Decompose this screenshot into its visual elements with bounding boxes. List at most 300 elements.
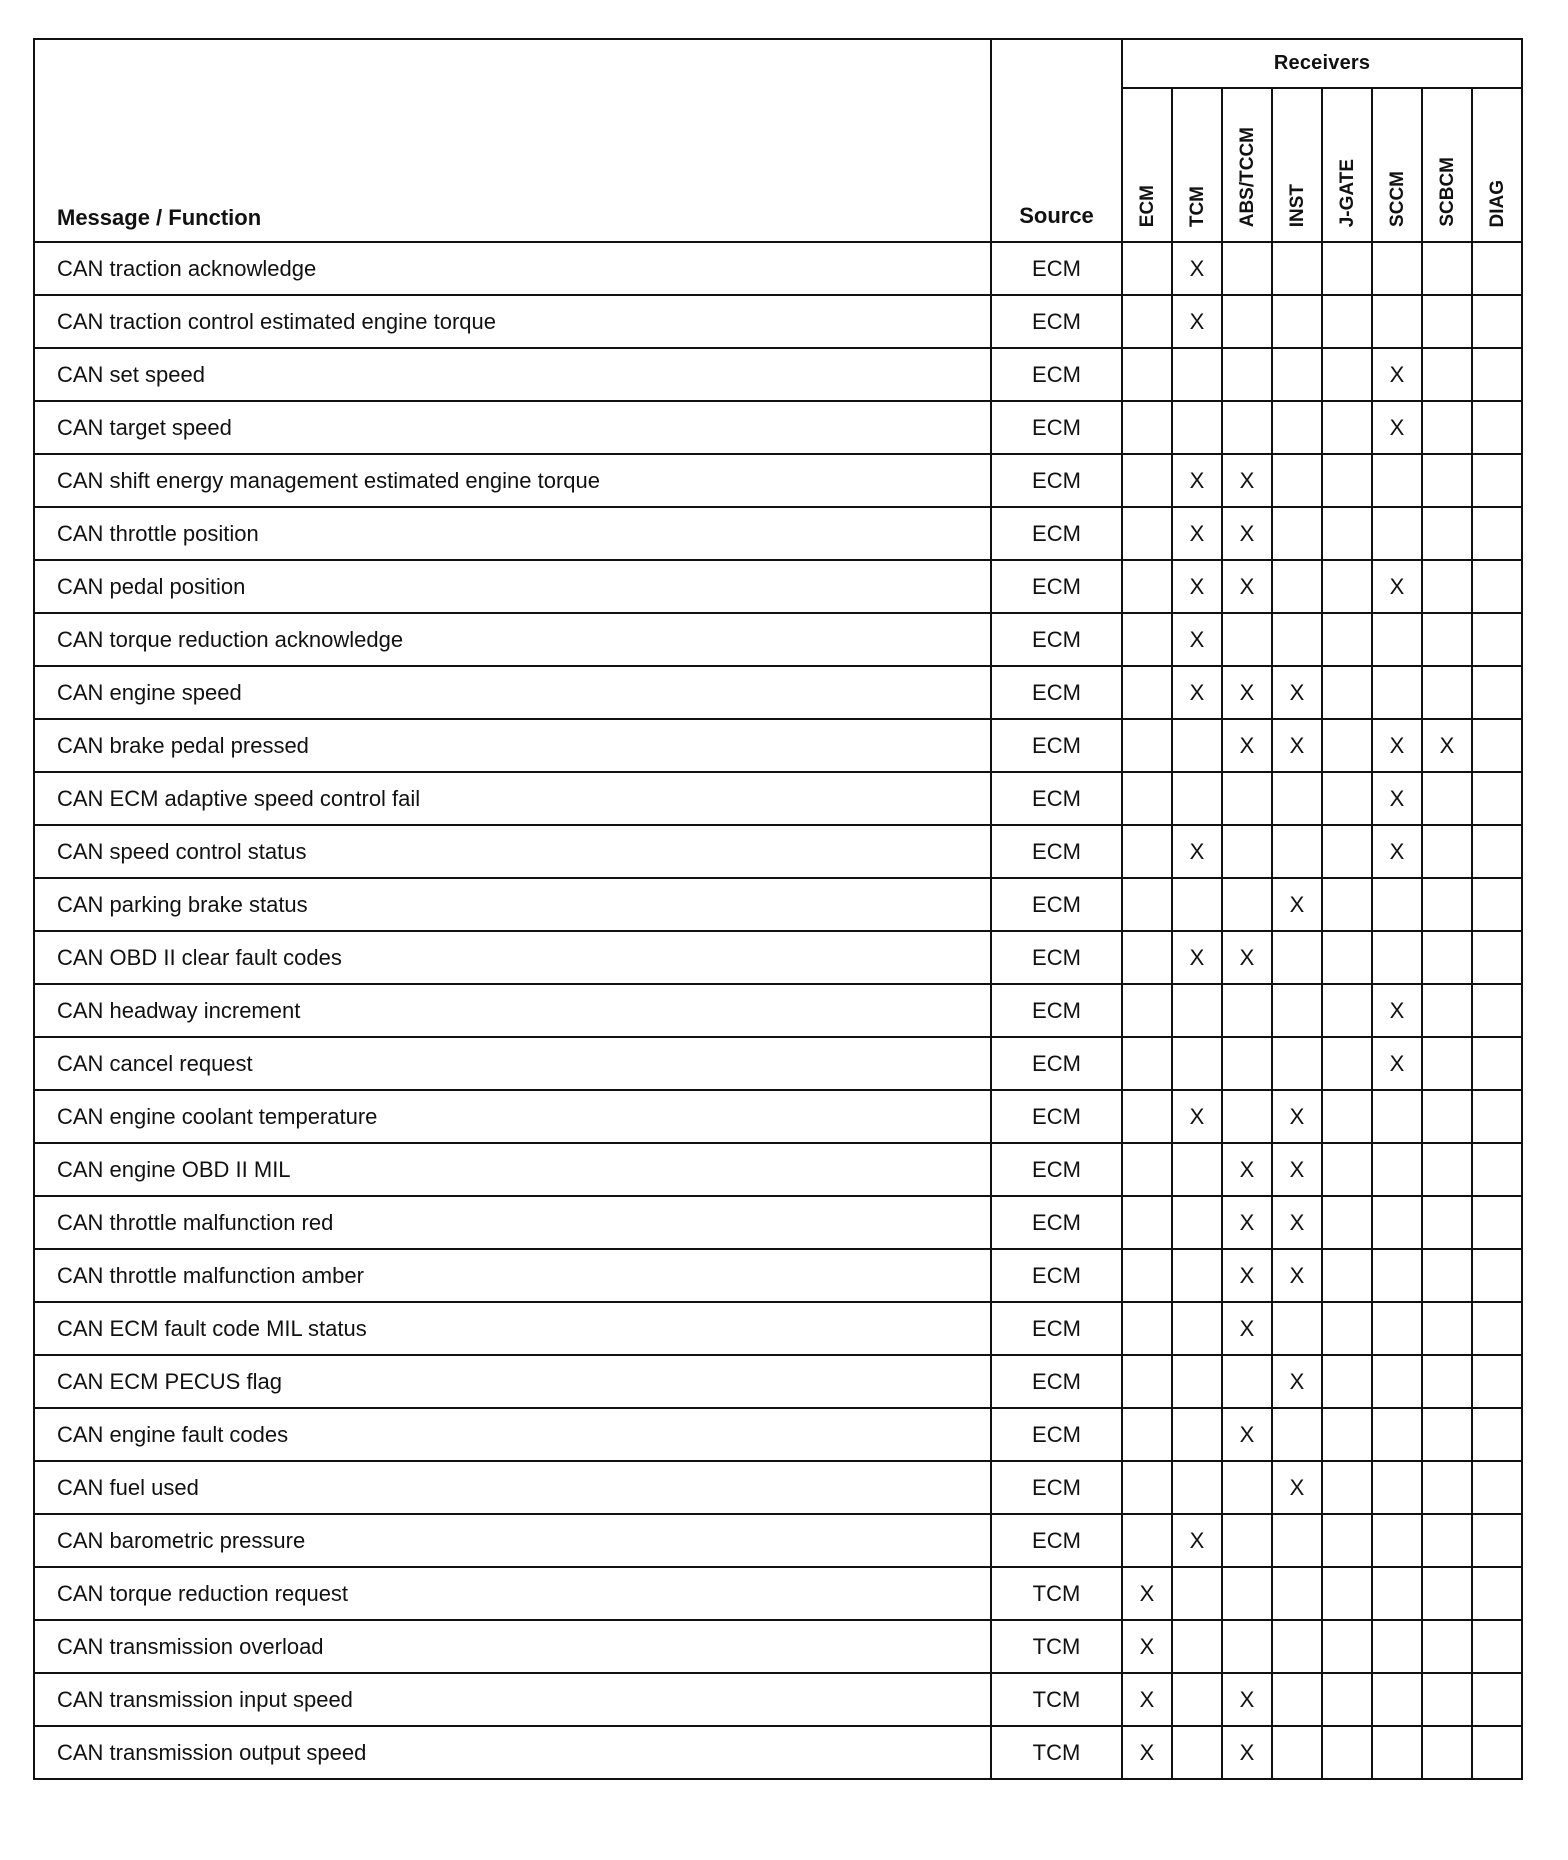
receiver-cell-sccm xyxy=(1372,454,1422,507)
table-row xyxy=(34,1408,1522,1461)
source-cell: ECM xyxy=(991,1090,1122,1143)
receiver-cell-j-gate xyxy=(1322,1673,1372,1726)
table-row xyxy=(34,931,1522,984)
receiver-cell-abs-tccm xyxy=(1222,1090,1272,1143)
receiver-cell-ecm xyxy=(1122,666,1172,719)
receiver-cell-sccm xyxy=(1372,1302,1422,1355)
receiver-cell-abs-tccm: X xyxy=(1222,1196,1272,1249)
receiver-header-label: TCM xyxy=(1186,185,1208,227)
receiver-cell-inst xyxy=(1272,560,1322,613)
source-cell: ECM xyxy=(991,295,1122,348)
receiver-cell-j-gate xyxy=(1322,401,1372,454)
source-cell: ECM xyxy=(991,1249,1122,1302)
receiver-cell-ecm xyxy=(1122,1249,1172,1302)
source-cell: ECM xyxy=(991,560,1122,613)
receiver-cell-j-gate xyxy=(1322,1302,1372,1355)
receiver-cell-scbcm xyxy=(1422,1726,1472,1779)
receiver-cell-abs-tccm: X xyxy=(1222,666,1272,719)
table-row xyxy=(34,1249,1522,1302)
receiver-cell-scbcm xyxy=(1422,1090,1472,1143)
receiver-cell-ecm xyxy=(1122,1090,1172,1143)
receiver-header-sccm xyxy=(1372,88,1422,242)
receiver-cell-tcm: X xyxy=(1172,295,1222,348)
table-row xyxy=(34,1302,1522,1355)
receiver-cell-tcm xyxy=(1172,878,1222,931)
message-function-cell: CAN traction acknowledge xyxy=(34,242,991,295)
message-function-cell: CAN shift energy management estimated engine torque xyxy=(34,454,991,507)
receiver-cell-sccm: X xyxy=(1372,984,1422,1037)
message-function-cell: CAN throttle position xyxy=(34,507,991,560)
receiver-cell-tcm xyxy=(1172,1037,1222,1090)
source-cell: ECM xyxy=(991,1514,1122,1567)
receiver-header-label: INST xyxy=(1286,183,1308,227)
receiver-cell-j-gate xyxy=(1322,878,1372,931)
receiver-cell-sccm xyxy=(1372,1726,1422,1779)
receiver-cell-diag xyxy=(1472,1090,1522,1143)
table-row xyxy=(34,1355,1522,1408)
receiver-cell-abs-tccm xyxy=(1222,825,1272,878)
receiver-cell-sccm: X xyxy=(1372,772,1422,825)
receiver-cell-inst xyxy=(1272,931,1322,984)
table-row xyxy=(34,1196,1522,1249)
receiver-cell-ecm xyxy=(1122,242,1172,295)
receiver-cell-sccm xyxy=(1372,1355,1422,1408)
receiver-cell-inst xyxy=(1272,1620,1322,1673)
receiver-cell-tcm: X xyxy=(1172,242,1222,295)
receiver-cell-j-gate xyxy=(1322,1620,1372,1673)
receiver-cell-sccm xyxy=(1372,507,1422,560)
receiver-cell-inst xyxy=(1272,295,1322,348)
receiver-cell-sccm xyxy=(1372,1673,1422,1726)
receiver-cell-ecm xyxy=(1122,507,1172,560)
receiver-header-j-gate xyxy=(1322,88,1372,242)
receiver-cell-j-gate xyxy=(1322,1037,1372,1090)
message-function-cell: CAN engine speed xyxy=(34,666,991,719)
receiver-cell-abs-tccm: X xyxy=(1222,1249,1272,1302)
source-cell: TCM xyxy=(991,1673,1122,1726)
source-cell: ECM xyxy=(991,613,1122,666)
source-cell: ECM xyxy=(991,931,1122,984)
receiver-cell-sccm: X xyxy=(1372,560,1422,613)
receiver-cell-sccm: X xyxy=(1372,1037,1422,1090)
receiver-cell-abs-tccm xyxy=(1222,242,1272,295)
receiver-cell-j-gate xyxy=(1322,984,1372,1037)
receiver-cell-ecm xyxy=(1122,348,1172,401)
table-row xyxy=(34,613,1522,666)
receiver-cell-scbcm xyxy=(1422,295,1472,348)
receiver-cell-ecm xyxy=(1122,454,1172,507)
receiver-header-abs-tccm xyxy=(1222,88,1272,242)
receiver-cell-ecm: X xyxy=(1122,1567,1172,1620)
receiver-cell-abs-tccm xyxy=(1222,1514,1272,1567)
receiver-cell-tcm: X xyxy=(1172,666,1222,719)
receiver-cell-sccm xyxy=(1372,295,1422,348)
receiver-cell-tcm xyxy=(1172,719,1222,772)
receiver-cell-sccm xyxy=(1372,1408,1422,1461)
receiver-cell-j-gate xyxy=(1322,242,1372,295)
receiver-cell-diag xyxy=(1472,1514,1522,1567)
receiver-cell-tcm: X xyxy=(1172,1514,1222,1567)
receiver-cell-ecm xyxy=(1122,1461,1172,1514)
receiver-cell-tcm xyxy=(1172,772,1222,825)
source-cell: ECM xyxy=(991,1196,1122,1249)
source-cell: TCM xyxy=(991,1620,1122,1673)
message-function-cell: CAN throttle malfunction red xyxy=(34,1196,991,1249)
table-row xyxy=(34,1726,1522,1779)
receiver-cell-diag xyxy=(1472,666,1522,719)
receiver-cell-diag xyxy=(1472,1620,1522,1673)
table-row xyxy=(34,1514,1522,1567)
message-function-cell: CAN brake pedal pressed xyxy=(34,719,991,772)
message-function-cell: CAN ECM adaptive speed control fail xyxy=(34,772,991,825)
receiver-cell-scbcm xyxy=(1422,1249,1472,1302)
receiver-cell-tcm: X xyxy=(1172,454,1222,507)
receiver-cell-j-gate xyxy=(1322,1567,1372,1620)
source-cell: ECM xyxy=(991,401,1122,454)
receiver-cell-diag xyxy=(1472,772,1522,825)
source-cell: ECM xyxy=(991,878,1122,931)
receiver-cell-inst xyxy=(1272,507,1322,560)
message-function-cell: CAN engine coolant temperature xyxy=(34,1090,991,1143)
table-row xyxy=(34,454,1522,507)
receiver-cell-ecm xyxy=(1122,878,1172,931)
message-function-cell: CAN ECM PECUS flag xyxy=(34,1355,991,1408)
receiver-cell-inst xyxy=(1272,772,1322,825)
receiver-cell-ecm: X xyxy=(1122,1726,1172,1779)
receiver-cell-diag xyxy=(1472,1249,1522,1302)
message-function-cell: CAN engine OBD II MIL xyxy=(34,1143,991,1196)
message-function-cell: CAN traction control estimated engine torque xyxy=(34,295,991,348)
receiver-cell-ecm xyxy=(1122,560,1172,613)
receiver-cell-diag xyxy=(1472,507,1522,560)
receiver-cell-scbcm xyxy=(1422,772,1472,825)
receiver-cell-sccm xyxy=(1372,1249,1422,1302)
receiver-cell-sccm xyxy=(1372,931,1422,984)
receiver-cell-ecm xyxy=(1122,295,1172,348)
source-cell: ECM xyxy=(991,984,1122,1037)
receiver-cell-abs-tccm xyxy=(1222,1567,1272,1620)
receiver-header-label: J-GATE xyxy=(1336,158,1358,227)
message-function-cell: CAN pedal position xyxy=(34,560,991,613)
receiver-cell-sccm xyxy=(1372,1567,1422,1620)
receiver-cell-diag xyxy=(1472,1726,1522,1779)
message-function-cell: CAN set speed xyxy=(34,348,991,401)
receiver-cell-inst: X xyxy=(1272,1143,1322,1196)
receiver-cell-sccm xyxy=(1372,1620,1422,1673)
table-row xyxy=(34,719,1522,772)
receiver-cell-j-gate xyxy=(1322,931,1372,984)
receiver-cell-scbcm xyxy=(1422,1302,1472,1355)
receiver-cell-inst xyxy=(1272,242,1322,295)
receiver-cell-abs-tccm: X xyxy=(1222,1673,1272,1726)
table-row xyxy=(34,1567,1522,1620)
receiver-cell-sccm: X xyxy=(1372,825,1422,878)
table-row xyxy=(34,1037,1522,1090)
receiver-header-tcm xyxy=(1172,88,1222,242)
receiver-cell-inst xyxy=(1272,1408,1322,1461)
table-row xyxy=(34,666,1522,719)
receiver-cell-sccm xyxy=(1372,242,1422,295)
receiver-cell-sccm xyxy=(1372,1514,1422,1567)
receiver-cell-tcm xyxy=(1172,1726,1222,1779)
receiver-cell-diag xyxy=(1472,613,1522,666)
receiver-cell-ecm xyxy=(1122,1037,1172,1090)
receiver-cell-j-gate xyxy=(1322,772,1372,825)
receiver-cell-diag xyxy=(1472,1355,1522,1408)
receiver-cell-inst xyxy=(1272,984,1322,1037)
source-cell: ECM xyxy=(991,772,1122,825)
receiver-cell-scbcm xyxy=(1422,348,1472,401)
header-message-function: Message / Function xyxy=(34,39,991,242)
table-row xyxy=(34,825,1522,878)
receiver-cell-ecm: X xyxy=(1122,1620,1172,1673)
receiver-cell-scbcm xyxy=(1422,401,1472,454)
receiver-cell-diag xyxy=(1472,401,1522,454)
receiver-cell-diag xyxy=(1472,348,1522,401)
receiver-cell-diag xyxy=(1472,1302,1522,1355)
receiver-cell-inst xyxy=(1272,1037,1322,1090)
source-cell: ECM xyxy=(991,1461,1122,1514)
receiver-cell-diag xyxy=(1472,1567,1522,1620)
table-row xyxy=(34,1620,1522,1673)
receiver-cell-scbcm xyxy=(1422,878,1472,931)
receiver-cell-sccm: X xyxy=(1372,401,1422,454)
receiver-cell-inst: X xyxy=(1272,1090,1322,1143)
receiver-cell-ecm xyxy=(1122,984,1172,1037)
receiver-cell-j-gate xyxy=(1322,454,1372,507)
receiver-cell-sccm xyxy=(1372,666,1422,719)
receiver-cell-diag xyxy=(1472,242,1522,295)
message-function-cell: CAN target speed xyxy=(34,401,991,454)
receiver-cell-scbcm xyxy=(1422,242,1472,295)
receiver-cell-j-gate xyxy=(1322,1514,1372,1567)
message-function-cell: CAN OBD II clear fault codes xyxy=(34,931,991,984)
message-function-cell: CAN engine fault codes xyxy=(34,1408,991,1461)
receiver-cell-abs-tccm xyxy=(1222,1461,1272,1514)
message-function-cell: CAN fuel used xyxy=(34,1461,991,1514)
receiver-cell-abs-tccm: X xyxy=(1222,1408,1272,1461)
receiver-cell-scbcm xyxy=(1422,613,1472,666)
receiver-cell-sccm xyxy=(1372,1196,1422,1249)
receiver-cell-j-gate xyxy=(1322,1196,1372,1249)
receiver-cell-tcm xyxy=(1172,1673,1222,1726)
receiver-cell-j-gate xyxy=(1322,507,1372,560)
receiver-cell-scbcm xyxy=(1422,560,1472,613)
message-function-cell: CAN speed control status xyxy=(34,825,991,878)
receiver-cell-ecm xyxy=(1122,613,1172,666)
receiver-cell-tcm xyxy=(1172,1143,1222,1196)
receiver-cell-j-gate xyxy=(1322,1408,1372,1461)
receiver-cell-abs-tccm xyxy=(1222,772,1272,825)
receiver-cell-j-gate xyxy=(1322,666,1372,719)
source-cell: TCM xyxy=(991,1567,1122,1620)
receiver-cell-diag xyxy=(1472,984,1522,1037)
source-cell: ECM xyxy=(991,666,1122,719)
receiver-cell-scbcm xyxy=(1422,1620,1472,1673)
receiver-cell-abs-tccm xyxy=(1222,295,1272,348)
receiver-cell-inst xyxy=(1272,401,1322,454)
receiver-cell-j-gate xyxy=(1322,1249,1372,1302)
table-row xyxy=(34,401,1522,454)
receiver-cell-ecm xyxy=(1122,719,1172,772)
table-row xyxy=(34,1673,1522,1726)
header-receivers: Receivers xyxy=(1122,39,1522,88)
receiver-cell-scbcm xyxy=(1422,1037,1472,1090)
message-function-cell: CAN parking brake status xyxy=(34,878,991,931)
receiver-cell-abs-tccm: X xyxy=(1222,454,1272,507)
source-cell: ECM xyxy=(991,507,1122,560)
receiver-cell-j-gate xyxy=(1322,1143,1372,1196)
receiver-cell-diag xyxy=(1472,1673,1522,1726)
receiver-cell-abs-tccm xyxy=(1222,984,1272,1037)
receiver-header-inst xyxy=(1272,88,1322,242)
source-cell: ECM xyxy=(991,1408,1122,1461)
receiver-cell-ecm xyxy=(1122,401,1172,454)
receiver-cell-sccm xyxy=(1372,613,1422,666)
receiver-cell-sccm: X xyxy=(1372,719,1422,772)
receiver-cell-scbcm xyxy=(1422,1408,1472,1461)
receiver-cell-sccm xyxy=(1372,1143,1422,1196)
receiver-cell-scbcm xyxy=(1422,1196,1472,1249)
receiver-cell-diag xyxy=(1472,295,1522,348)
receiver-cell-tcm xyxy=(1172,1567,1222,1620)
message-function-cell: CAN transmission overload xyxy=(34,1620,991,1673)
receiver-cell-diag xyxy=(1472,560,1522,613)
receiver-cell-inst: X xyxy=(1272,878,1322,931)
receiver-cell-diag xyxy=(1472,454,1522,507)
receiver-cell-ecm xyxy=(1122,1355,1172,1408)
receiver-cell-ecm xyxy=(1122,1196,1172,1249)
receiver-cell-diag xyxy=(1472,1408,1522,1461)
source-cell: ECM xyxy=(991,1302,1122,1355)
receiver-cell-inst: X xyxy=(1272,1249,1322,1302)
receiver-cell-inst xyxy=(1272,1726,1322,1779)
receiver-header-label: DIAG xyxy=(1486,179,1508,227)
receiver-cell-tcm xyxy=(1172,1196,1222,1249)
table-row xyxy=(34,560,1522,613)
receiver-cell-abs-tccm xyxy=(1222,613,1272,666)
table-row xyxy=(34,1461,1522,1514)
receiver-cell-scbcm xyxy=(1422,1143,1472,1196)
message-function-cell: CAN transmission output speed xyxy=(34,1726,991,1779)
receiver-cell-inst xyxy=(1272,1302,1322,1355)
receiver-cell-abs-tccm: X xyxy=(1222,560,1272,613)
receiver-cell-j-gate xyxy=(1322,348,1372,401)
receiver-header-ecm xyxy=(1122,88,1172,242)
receiver-cell-scbcm xyxy=(1422,931,1472,984)
receiver-header-scbcm xyxy=(1422,88,1472,242)
message-function-cell: CAN throttle malfunction amber xyxy=(34,1249,991,1302)
receiver-cell-sccm xyxy=(1372,878,1422,931)
receiver-cell-tcm xyxy=(1172,401,1222,454)
receiver-cell-abs-tccm: X xyxy=(1222,931,1272,984)
receiver-cell-inst xyxy=(1272,1673,1322,1726)
receiver-cell-diag xyxy=(1472,878,1522,931)
receiver-cell-abs-tccm: X xyxy=(1222,1726,1272,1779)
table-row xyxy=(34,242,1522,295)
table-row xyxy=(34,878,1522,931)
message-function-cell: CAN torque reduction request xyxy=(34,1567,991,1620)
table-row xyxy=(34,348,1522,401)
receiver-header-label: SCBCM xyxy=(1436,157,1458,227)
receiver-cell-abs-tccm xyxy=(1222,1355,1272,1408)
receiver-cell-sccm: X xyxy=(1372,348,1422,401)
receiver-cell-sccm xyxy=(1372,1461,1422,1514)
receiver-cell-inst xyxy=(1272,454,1322,507)
receiver-cell-j-gate xyxy=(1322,825,1372,878)
receiver-cell-j-gate xyxy=(1322,1726,1372,1779)
receiver-cell-tcm xyxy=(1172,1461,1222,1514)
receiver-cell-ecm xyxy=(1122,825,1172,878)
receiver-cell-tcm xyxy=(1172,348,1222,401)
table-row xyxy=(34,507,1522,560)
receiver-cell-abs-tccm xyxy=(1222,1620,1272,1673)
receiver-cell-j-gate xyxy=(1322,295,1372,348)
message-function-cell: CAN transmission input speed xyxy=(34,1673,991,1726)
receiver-cell-j-gate xyxy=(1322,1090,1372,1143)
receiver-cell-inst xyxy=(1272,825,1322,878)
source-cell: ECM xyxy=(991,454,1122,507)
receiver-cell-abs-tccm: X xyxy=(1222,719,1272,772)
table-row xyxy=(34,1090,1522,1143)
header-source: Source xyxy=(991,39,1122,242)
receiver-cell-abs-tccm xyxy=(1222,878,1272,931)
receiver-cell-inst xyxy=(1272,1514,1322,1567)
receiver-cell-inst: X xyxy=(1272,719,1322,772)
receiver-cell-inst xyxy=(1272,613,1322,666)
receiver-cell-scbcm xyxy=(1422,1514,1472,1567)
receiver-cell-inst: X xyxy=(1272,1196,1322,1249)
receiver-cell-inst: X xyxy=(1272,1355,1322,1408)
source-cell: TCM xyxy=(991,1726,1122,1779)
receiver-cell-j-gate xyxy=(1322,560,1372,613)
receiver-cell-j-gate xyxy=(1322,613,1372,666)
message-function-cell: CAN torque reduction acknowledge xyxy=(34,613,991,666)
table-row xyxy=(34,984,1522,1037)
receiver-header-label: ABS/TCCM xyxy=(1236,126,1258,227)
receiver-cell-scbcm xyxy=(1422,666,1472,719)
receiver-cell-ecm xyxy=(1122,1408,1172,1461)
receiver-cell-j-gate xyxy=(1322,1355,1372,1408)
receiver-cell-scbcm xyxy=(1422,1461,1472,1514)
receiver-cell-tcm: X xyxy=(1172,825,1222,878)
message-function-cell: CAN headway increment xyxy=(34,984,991,1037)
table-row xyxy=(34,295,1522,348)
receiver-cell-abs-tccm: X xyxy=(1222,507,1272,560)
receiver-cell-tcm xyxy=(1172,1249,1222,1302)
receiver-cell-scbcm xyxy=(1422,1567,1472,1620)
source-cell: ECM xyxy=(991,348,1122,401)
receiver-cell-tcm xyxy=(1172,1620,1222,1673)
receiver-cell-ecm xyxy=(1122,1143,1172,1196)
receiver-cell-scbcm xyxy=(1422,1673,1472,1726)
receiver-cell-abs-tccm xyxy=(1222,401,1272,454)
receiver-cell-scbcm xyxy=(1422,507,1472,560)
receiver-cell-inst xyxy=(1272,348,1322,401)
receiver-cell-diag xyxy=(1472,1143,1522,1196)
receiver-cell-diag xyxy=(1472,1196,1522,1249)
receiver-cell-diag xyxy=(1472,825,1522,878)
receiver-cell-abs-tccm xyxy=(1222,348,1272,401)
receiver-header-label: ECM xyxy=(1136,184,1158,227)
receiver-cell-ecm xyxy=(1122,772,1172,825)
source-cell: ECM xyxy=(991,719,1122,772)
message-function-cell: CAN cancel request xyxy=(34,1037,991,1090)
source-cell: ECM xyxy=(991,242,1122,295)
source-cell: ECM xyxy=(991,825,1122,878)
receiver-cell-j-gate xyxy=(1322,1461,1372,1514)
receiver-cell-diag xyxy=(1472,1461,1522,1514)
